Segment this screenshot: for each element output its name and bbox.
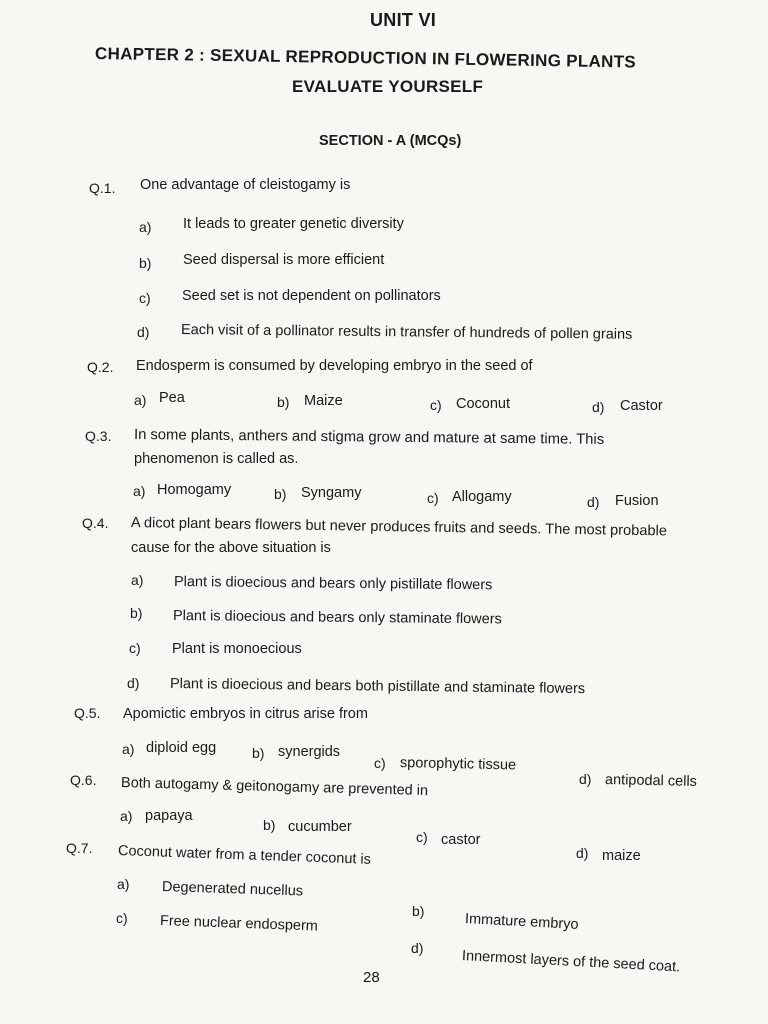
option-label: a) xyxy=(139,219,152,235)
option-label: b) xyxy=(252,745,265,761)
question-text-line1: A dicot plant bears flowers but never produces fruits and seeds. The most probable xyxy=(130,515,668,540)
option-label: a) xyxy=(133,483,146,499)
option-text: Plant is dioecious and bears only pistillate flowers xyxy=(173,574,493,594)
option-text: Degenerated nucellus xyxy=(161,879,304,900)
option-text: Immature embryo xyxy=(464,911,579,933)
option-text: maize xyxy=(602,848,641,864)
option-label: c) xyxy=(430,397,442,413)
option-label: b) xyxy=(139,255,152,271)
question-number: Q.4. xyxy=(82,515,109,531)
option-text: sporophytic tissue xyxy=(399,755,517,774)
evaluate-heading: EVALUATE YOURSELF xyxy=(292,77,484,96)
option-label: c) xyxy=(129,640,141,656)
option-text: Coconut xyxy=(456,396,511,412)
option-text: Plant is dioecious and bears both pistillate and staminate flowers xyxy=(169,676,586,698)
option-text: castor xyxy=(441,832,481,848)
option-label: c) xyxy=(416,829,428,845)
option-label: d) xyxy=(579,771,592,787)
question-text-line1: In some plants, anthers and stigma grow and mature at same time. This xyxy=(133,427,605,448)
option-text: Pea xyxy=(159,390,185,406)
option-text: Seed set is not dependent on pollinators xyxy=(182,288,441,304)
question-number: Q.6. xyxy=(70,772,97,788)
option-label: a) xyxy=(122,741,135,757)
option-text: Maize xyxy=(304,393,343,409)
question-text: Endosperm is consumed by developing embryo in the seed of xyxy=(136,358,533,374)
question-number: Q.7. xyxy=(66,840,93,856)
option-label: d) xyxy=(137,324,150,340)
option-text: Fusion xyxy=(615,493,659,509)
option-text: diploid egg xyxy=(146,740,217,756)
question-number: Q.5. xyxy=(74,705,101,721)
option-label: c) xyxy=(374,755,386,771)
question-number: Q.3. xyxy=(85,428,112,444)
option-text: cucumber xyxy=(288,819,352,835)
option-text: Syngamy xyxy=(301,485,362,501)
option-label: b) xyxy=(130,605,143,621)
option-label: b) xyxy=(277,394,290,410)
option-label: c) xyxy=(139,290,151,306)
option-text: Homogamy xyxy=(157,482,232,498)
question-text: Coconut water from a tender coconut is xyxy=(117,843,372,868)
option-label: c) xyxy=(116,910,128,926)
option-text: antipodal cells xyxy=(604,772,698,790)
option-text: Each visit of a pollinator results in transfer of hundreds of pollen grains xyxy=(180,322,633,343)
option-text: papaya xyxy=(145,808,193,824)
option-text: Castor xyxy=(620,398,663,414)
option-text: Plant is monoecious xyxy=(172,641,302,657)
option-label: a) xyxy=(120,808,133,824)
option-text: Free nuclear endosperm xyxy=(159,913,319,935)
question-number: Q.1. xyxy=(89,180,116,196)
chapter-heading: CHAPTER 2 : SEXUAL REPRODUCTION IN FLOWERING PLANTS xyxy=(94,44,637,72)
question-text: Both autogamy & geitonogamy are prevented in xyxy=(120,775,429,800)
option-label: b) xyxy=(274,486,287,502)
question-text-line2: phenomenon is called as. xyxy=(134,451,299,467)
option-label: c) xyxy=(427,490,439,506)
option-text: Seed dispersal is more efficient xyxy=(183,252,385,268)
option-label: d) xyxy=(592,399,605,415)
option-label: d) xyxy=(411,940,424,956)
option-label: b) xyxy=(263,817,276,833)
question-text: Apomictic embryos in citrus arise from xyxy=(123,706,368,722)
question-text-line2: cause for the above situation is xyxy=(131,540,331,556)
option-label: d) xyxy=(587,494,600,510)
option-text: Allogamy xyxy=(452,489,512,505)
option-label: a) xyxy=(134,392,147,408)
question-text: One advantage of cleistogamy is xyxy=(140,177,351,193)
unit-heading: UNIT VI xyxy=(370,10,437,30)
question-number: Q.2. xyxy=(87,359,114,375)
option-text: synergids xyxy=(278,744,341,760)
option-label: a) xyxy=(117,876,130,892)
option-label: d) xyxy=(127,675,140,691)
option-text: It leads to greater genetic diversity xyxy=(183,216,404,232)
page-number: 28 xyxy=(363,969,380,986)
option-text: Innermost layers of the seed coat. xyxy=(461,948,681,976)
option-label: b) xyxy=(412,903,425,919)
option-label: d) xyxy=(576,845,589,861)
option-text: Plant is dioecious and bears only staminate flowers xyxy=(172,608,502,628)
section-heading: SECTION - A (MCQs) xyxy=(319,133,462,149)
option-label: a) xyxy=(131,572,144,588)
